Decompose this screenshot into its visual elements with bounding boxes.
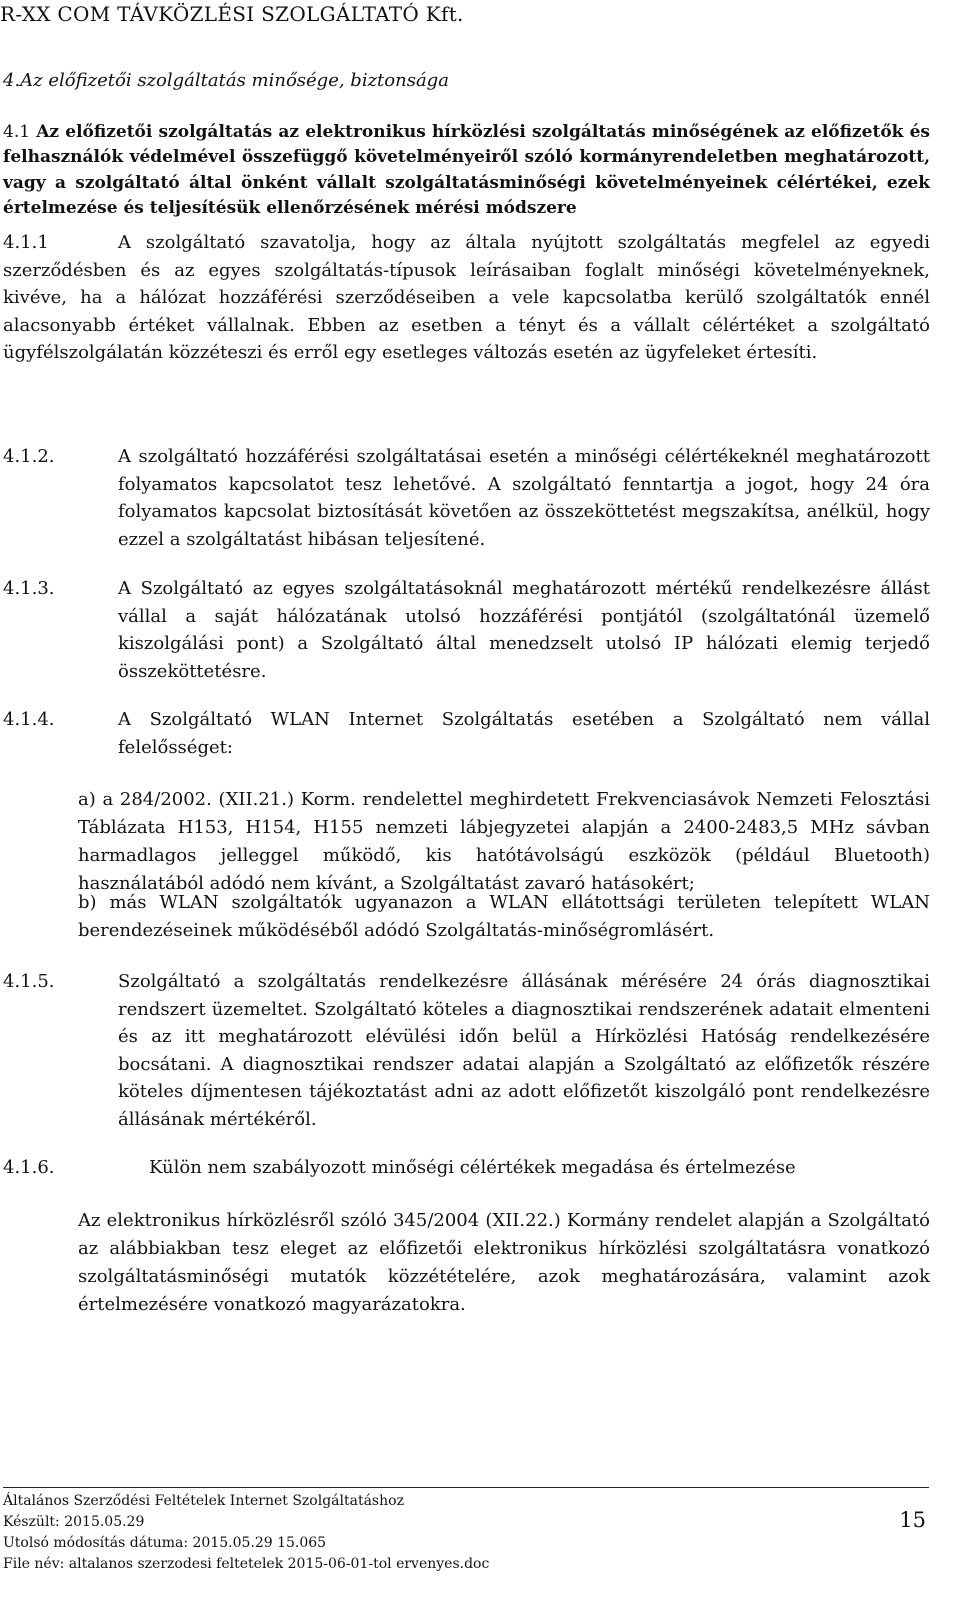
- footer-modified: Utolsó módosítás dátuma: 2015.05.29 15.065: [3, 1535, 327, 1551]
- clause-body: A Szolgáltató WLAN Internet Szolgáltatás esetében a Szolgáltató nem vállal felelősséget:: [118, 709, 930, 758]
- footer-created: Készült: 2015.05.29: [3, 1514, 145, 1530]
- clause-4-1-5: [3, 968, 930, 1133]
- footer-doc-title: Általános Szerződési Feltételek Internet Szolgáltatáshoz: [3, 1493, 404, 1509]
- clause-4-1-3: [3, 575, 930, 685]
- footer-filename: File név: altalanos szerzodesi feltetelek 2015-06-01-tol ervenyes.doc: [3, 1556, 490, 1572]
- clause-number: 4.1.4.: [3, 709, 55, 730]
- company-header: R-XX COM TÁVKÖZLÉSI SZOLGÁLTATÓ Kft.: [0, 2, 464, 26]
- page-footer: [3, 1491, 929, 1575]
- clause-number: 4.1.2.: [3, 446, 55, 467]
- clause-number: 4.1.6.: [3, 1157, 55, 1178]
- intro-text: Az előfizetői szolgáltatás az elektronikus hírközlési szolgáltatás minőségének az előfizetők és felhasználók védelmével összefüggő követelményeiről szóló kormányrendeletben meghatározott, vagy a szolgáltató által önként vállalt szolgáltatásminőségi követelményeinek célértékei, ezek értelmezése és teljesítésük ellenőrzésének mérési módszere: [3, 122, 931, 219]
- clause-number: 4.1.5.: [3, 971, 55, 992]
- intro-number: 4.1: [3, 122, 31, 142]
- clause-body: A Szolgáltató az egyes szolgáltatásoknál meghatározott mértékű rendelkezésre állást vállal a saját hálózatának utolsó hozzáférési pontjától (szolgáltatónál üzemelő kiszolgálási pont) a Szolgáltató által menedzselt utolsó IP hálózati elemig terjedő összeköttetésre.: [118, 578, 930, 682]
- clause-body: Szolgáltató a szolgáltatás rendelkezésre állásának mérésére 24 órás diagnosztikai rendszert üzemeltet. Szolgáltató köteles a diagnosztikai rendszerének adatait elmenteni és az itt meghatározott elévülési időn belül a Hírközlési Hatóság rendelkezésére bocsátani. A diagnosztikai rendszer adatai alapján a Szolgáltató az előfizetők részére köteles díjmentesen tájékoztatást adni az adott előfizetőt kiszolgáló pont rendelkezésre állásának mértékéről.: [118, 971, 930, 1130]
- clause-4-1-4: [3, 706, 930, 761]
- intro-paragraph: [3, 120, 930, 222]
- footer-divider: [3, 1487, 929, 1488]
- clause-4-1-1: [3, 229, 930, 367]
- clause-4-1-1-text: [3, 229, 930, 367]
- clause-4-1-2: [3, 443, 930, 553]
- page-number: 15: [899, 1508, 926, 1532]
- clause-body: A szolgáltató szavatolja, hogy az általa nyújtott szolgáltatás megfelel az egyedi szerződésben és az egyes szolgáltatás-típusok leírásaiban foglalt minőségi követelményeknek, kivéve, ha a hálózat hozzáférési szerződéseiben a vele kapcsolatba kerülő szolgáltatók ennél alacsonyabb értéket vállalnak. Ebben az esetben a tényt és a vállalt célértéket a szolgáltató ügyfélszolgálatán közzéteszi és erről egy esetleges változás esetén az ügyfeleket értesíti.: [3, 232, 930, 363]
- clause-title: Külön nem szabályozott minőségi célértékek megadása és értelmezése: [149, 1157, 796, 1178]
- exception-a: a) a 284/2002. (XII.21.) Korm. rendelettel meghirdetett Frekvenciasávok Nemzeti Felosztási Táblázata H153, H154, H155 nemzeti lábjegyzetei alapján a 2400-2483,5 MHz sávban harmadlagos jelleggel működő, kis hatótávolságú eszközök (például Bluetooth) használatából adódó nem kívánt, a Szolgáltatást zavaró hatásokért;: [78, 789, 930, 894]
- clause-body: A szolgáltató hozzáférési szolgáltatásai esetén a minőségi célértékeknél meghatározott folyamatos kapcsolatot tesz lehetővé. A szolgáltató fenntartja a jogot, hogy 24 óra folyamatos kapcsolat biztosítását követően az összeköttetést megszakítsa, anélkül, hogy ezzel a szolgáltatást hibásan teljesítené.: [118, 446, 930, 550]
- section-title: 4.Az előfizetői szolgáltatás minősége, biztonsága: [3, 70, 449, 91]
- clause-4-1-6: [3, 1154, 930, 1182]
- clause-number: 4.1.3.: [3, 578, 55, 599]
- clause-number: 4.1.1: [3, 232, 49, 253]
- exception-b: b) más WLAN szolgáltatók ugyanazon a WLAN ellátottsági területen telepített WLAN berendezéseinek működéséből adódó Szolgáltatás-minőségromlásért.: [78, 892, 930, 941]
- clause-4-1-6-text: Az elektronikus hírközlésről szóló 345/2004 (XII.22.) Kormány rendelet alapján a Szolgáltató az alábbiakban tesz eleget az előfizetői elektronikus hírközlési szolgáltatásra vonatkozó szolgáltatásminőségi mutatók közzétételére, azok meghatározására, valamint azok értelmezésére vonatkozó magyarázatokra.: [78, 1210, 930, 1315]
